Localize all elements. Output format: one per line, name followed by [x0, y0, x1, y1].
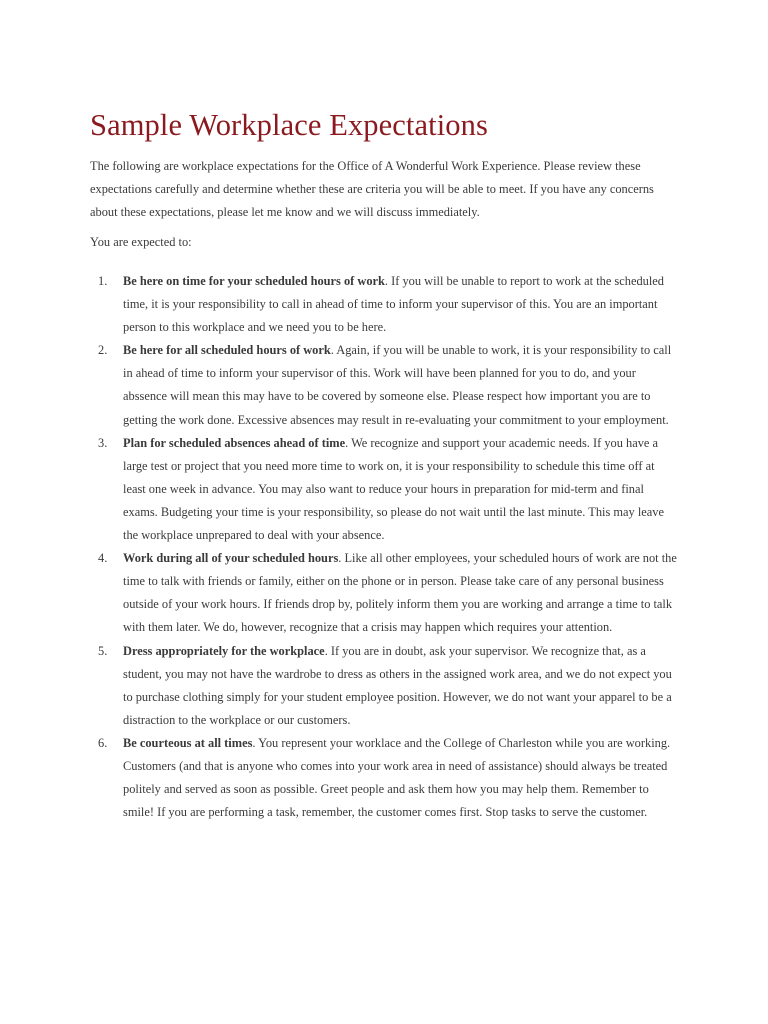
item-heading: Be courteous at all times: [123, 735, 253, 750]
item-number: 1.: [98, 274, 108, 288]
item-number: 4.: [98, 551, 108, 566]
item-text: . You represent your worklace and the College of Charleston while you are working. Customers (and that is anyone who comes into your work area in need of assistance) should always be treated politely and served as soon as possible. Greet people and ask them how you may help them. Remember to smile! If you are performing a task, remember, the customer comes first. Stop tasks to serve the customer.: [123, 735, 671, 820]
item-text: . If you are in doubt, ask your supervisor. We recognize that, as a student, you may not have the wardrobe to dress as others in the assigned work area, and we do not expect you to purchase clothing simply for your student employee position. However, we do not want your apparel to be a distraction to the workplace or our customers.: [123, 643, 672, 727]
expectation-item: [90, 547, 680, 639]
item-text: . If you will be unable to report to work at the scheduled time, it is your responsibility to call in ahead of time to inform your supervisor of this. You are an important person to this workplace and we need you to be here.: [123, 274, 664, 335]
intro-paragraph: The following are workplace expectations for the Office of A Wonderful Work Experience. Please review these expectations carefully and determine whether these are criteria you will be able to meet. If you have any concerns about these expectations, please let me know and we will discuss immediately.: [90, 159, 654, 219]
expectation-item: [90, 640, 680, 732]
lead-in-line: You are expected to:: [90, 235, 192, 249]
expectations-list: [90, 270, 680, 824]
expectation-item: [90, 732, 680, 824]
item-heading: Plan for scheduled absences ahead of time: [123, 435, 346, 450]
item-heading: Be here for all scheduled hours of work: [123, 343, 331, 358]
expectation-item: [90, 339, 680, 431]
item-text: . Like all other employees, your scheduled hours of work are not the time to talk with friends or family, either on the phone or in person. Please take care of any personal business outside of your work hours. If friends drop by, politely inform them you are working and arrange a time to talk with them later. We do, however, recognize that a crisis may happen which requires your attention.: [123, 551, 677, 635]
item-number: 3.: [98, 435, 108, 450]
item-heading: Dress appropriately for the workplace: [123, 643, 325, 658]
expectation-item: [90, 270, 680, 339]
document-title: Sample Workplace Expectations: [90, 108, 488, 142]
item-number: 2.: [98, 343, 108, 358]
expectation-item: [90, 432, 680, 547]
item-number: 6.: [98, 735, 108, 750]
item-heading: Work during all of your scheduled hours: [123, 551, 339, 566]
item-number: 5.: [98, 643, 108, 658]
item-heading: Be here on time for your scheduled hours of work: [123, 274, 385, 288]
item-text: . Again, if you will be unable to work, it is your responsibility to call in ahead of time to inform your supervisor of this. Work will have been planned for you to do, and your abssence will mean this may have to be covered by someone else. Please respect how important you are to getting the work done. Excessive absences may result in re-evaluating your commitment to your employment.: [123, 343, 672, 427]
item-text: . We recognize and support your academic needs. If you have a large test or project that you need more time to work on, it is your responsibility to schedule this time off at least one week in advance. You may also want to reduce your hours in preparation for mid-term and final exams. Budgeting your time is your responsibility, so please do not wait until the last minute. This may leave the workplace unprepared to deal with your absence.: [123, 435, 664, 543]
